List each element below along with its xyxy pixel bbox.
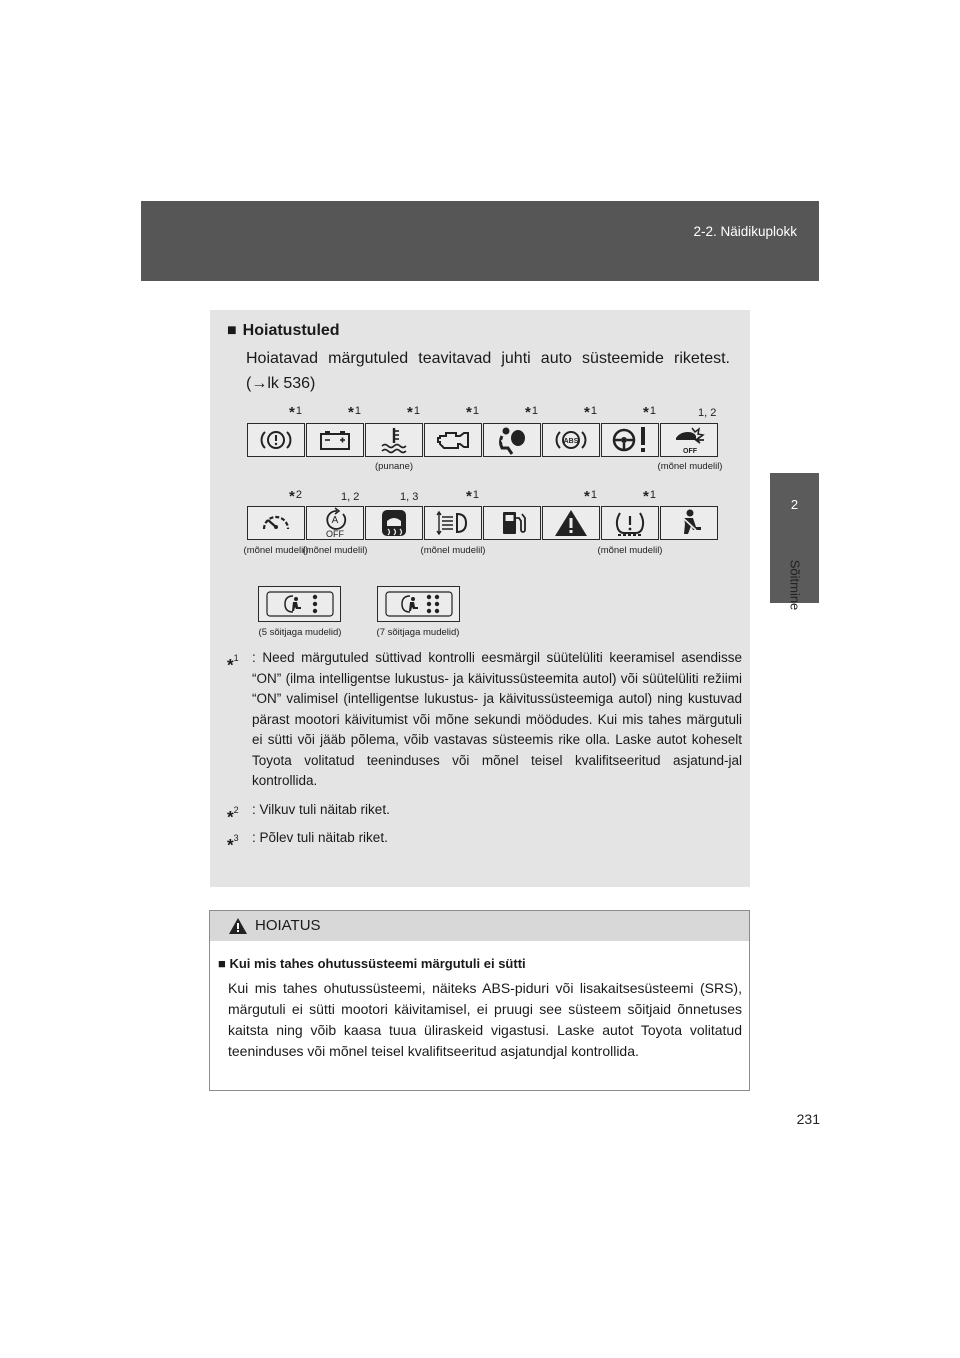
footnote-mark: *1 xyxy=(643,404,656,421)
charging-system-icon xyxy=(306,423,364,457)
footnotes xyxy=(227,648,742,853)
abs-warning-icon xyxy=(542,423,600,457)
svg-text:A: A xyxy=(331,515,339,526)
page-number: 231 xyxy=(796,1111,820,1127)
tire-pressure-icon xyxy=(601,506,659,540)
footnote-mark: *1 xyxy=(289,404,302,421)
svg-text:ABS: ABS xyxy=(563,438,579,445)
pre-collision-off-icon xyxy=(660,423,718,457)
footnote-1: *$^1$ : Need märgutuled süttivad kontrolli eesmärgil süütelüliti keeramisel asendisse “ON” (ilma intelligentse lukustus- ja käivitussüsteemita autol) või süütelüliti režiimi “ON” valimisel (intelligentse lukustus- ja käivitussüsteemiga autol) ning kustuvad pärast mootori käivitumist või mõne sekundi möödudes. Kui mis tahes märgutuli ei sütti või jääb põlema, võib vastavas süsteemis rike olla. Laske autot koheselt Toyota volitatud teeninduses või mõnel teisel kvalifitseeritud asjatund-jal kontrollida. xyxy=(227,650,742,788)
warning-triangle-icon xyxy=(228,917,248,940)
footnote-mark: 1, 2 xyxy=(698,407,717,419)
seatbelt-reminder-icon xyxy=(660,506,718,540)
footnote-mark: 1, 2 xyxy=(341,491,360,503)
footnote-mark: *1 xyxy=(643,488,656,505)
caption-five-seat: (5 sõitjaga mudelid) xyxy=(258,627,342,638)
chapter-header xyxy=(141,201,819,281)
footnote-mark: *1 xyxy=(348,404,361,421)
headlight-leveling-icon xyxy=(424,506,482,540)
warning-subtitle: ■ Kui mis tahes ohutussüsteemi märgutuli ei sütti xyxy=(218,956,526,971)
engine-check-icon xyxy=(424,423,482,457)
footnote-3: *$^3$ : Põlev tuli näitab riket. xyxy=(227,830,388,855)
footnote-mark: 1, 3 xyxy=(400,491,419,503)
svg-text:OFF: OFF xyxy=(683,448,697,455)
caption-monel-mudelil: (mõnel mudelil) xyxy=(657,461,723,472)
svg-text:OFF: OFF xyxy=(326,529,344,539)
speedometer-warning-icon xyxy=(247,506,305,540)
coolant-temperature-icon xyxy=(365,423,423,457)
footnote-mark: *1 xyxy=(584,404,597,421)
warning-box xyxy=(209,910,750,1091)
caption-seven-seat: (7 sõitjaga mudelid) xyxy=(376,627,460,638)
section-breadcrumb: 2-2. Näidikuplokk xyxy=(693,224,797,239)
footnote-2: *$^2$ : Vilkuv tuli näitab riket. xyxy=(227,801,390,826)
section-intro: Hoiatavad märgutuled teavitavad juhti auto süsteemide riketest. (→lk 536) xyxy=(246,350,730,392)
power-steering-icon xyxy=(601,423,659,457)
caption-monel-mudelil: (mõnel mudelil) xyxy=(302,545,368,556)
brake-warning-icon xyxy=(247,423,305,457)
warning-text: Kui mis tahes ohutussüsteemi, näiteks ABS-piduri või lisakaitsesüsteemi (SRS), märgutuli ei sütti mootori käivitamisel, ei pruugi see süsteem sõitjaid õnnetuses kaitsta ning võib kaasa tuua üliraskeid vigastusi. Laske autot Toyota volitatud teeninduses või mõnel teisel kvalifitseeritud asjatundjal kontrollida. xyxy=(228,980,742,1059)
chapter-number: 2 xyxy=(790,497,799,512)
warning-title: HOIATUS xyxy=(255,917,321,934)
footnote-mark: *1 xyxy=(466,404,479,421)
caption-punane: (punane) xyxy=(374,461,414,472)
rear-seatbelt-5-seat-icon xyxy=(258,586,341,622)
footnote-mark: *1 xyxy=(584,488,597,505)
footnote-mark: *1 xyxy=(525,404,538,421)
slip-indicator-icon xyxy=(365,506,423,540)
footnote-mark: *1 xyxy=(407,404,420,421)
footnote-mark: *1 xyxy=(466,488,479,505)
srs-airbag-icon xyxy=(483,423,541,457)
warning-header xyxy=(210,911,749,941)
rear-seatbelt-7-seat-icon xyxy=(377,586,460,622)
footnote-mark: *2 xyxy=(289,488,302,505)
stop-start-off-icon xyxy=(306,506,364,540)
caption-monel-mudelil: (mõnel mudelil) xyxy=(243,545,309,556)
master-warning-icon xyxy=(542,506,600,540)
caption-monel-mudelil: (mõnel mudelil) xyxy=(597,545,663,556)
section-title: ■ Hoiatustuled xyxy=(227,322,340,339)
caption-monel-mudelil: (mõnel mudelil) xyxy=(420,545,486,556)
low-fuel-icon xyxy=(483,506,541,540)
chapter-label: Sõitmine xyxy=(787,559,803,611)
